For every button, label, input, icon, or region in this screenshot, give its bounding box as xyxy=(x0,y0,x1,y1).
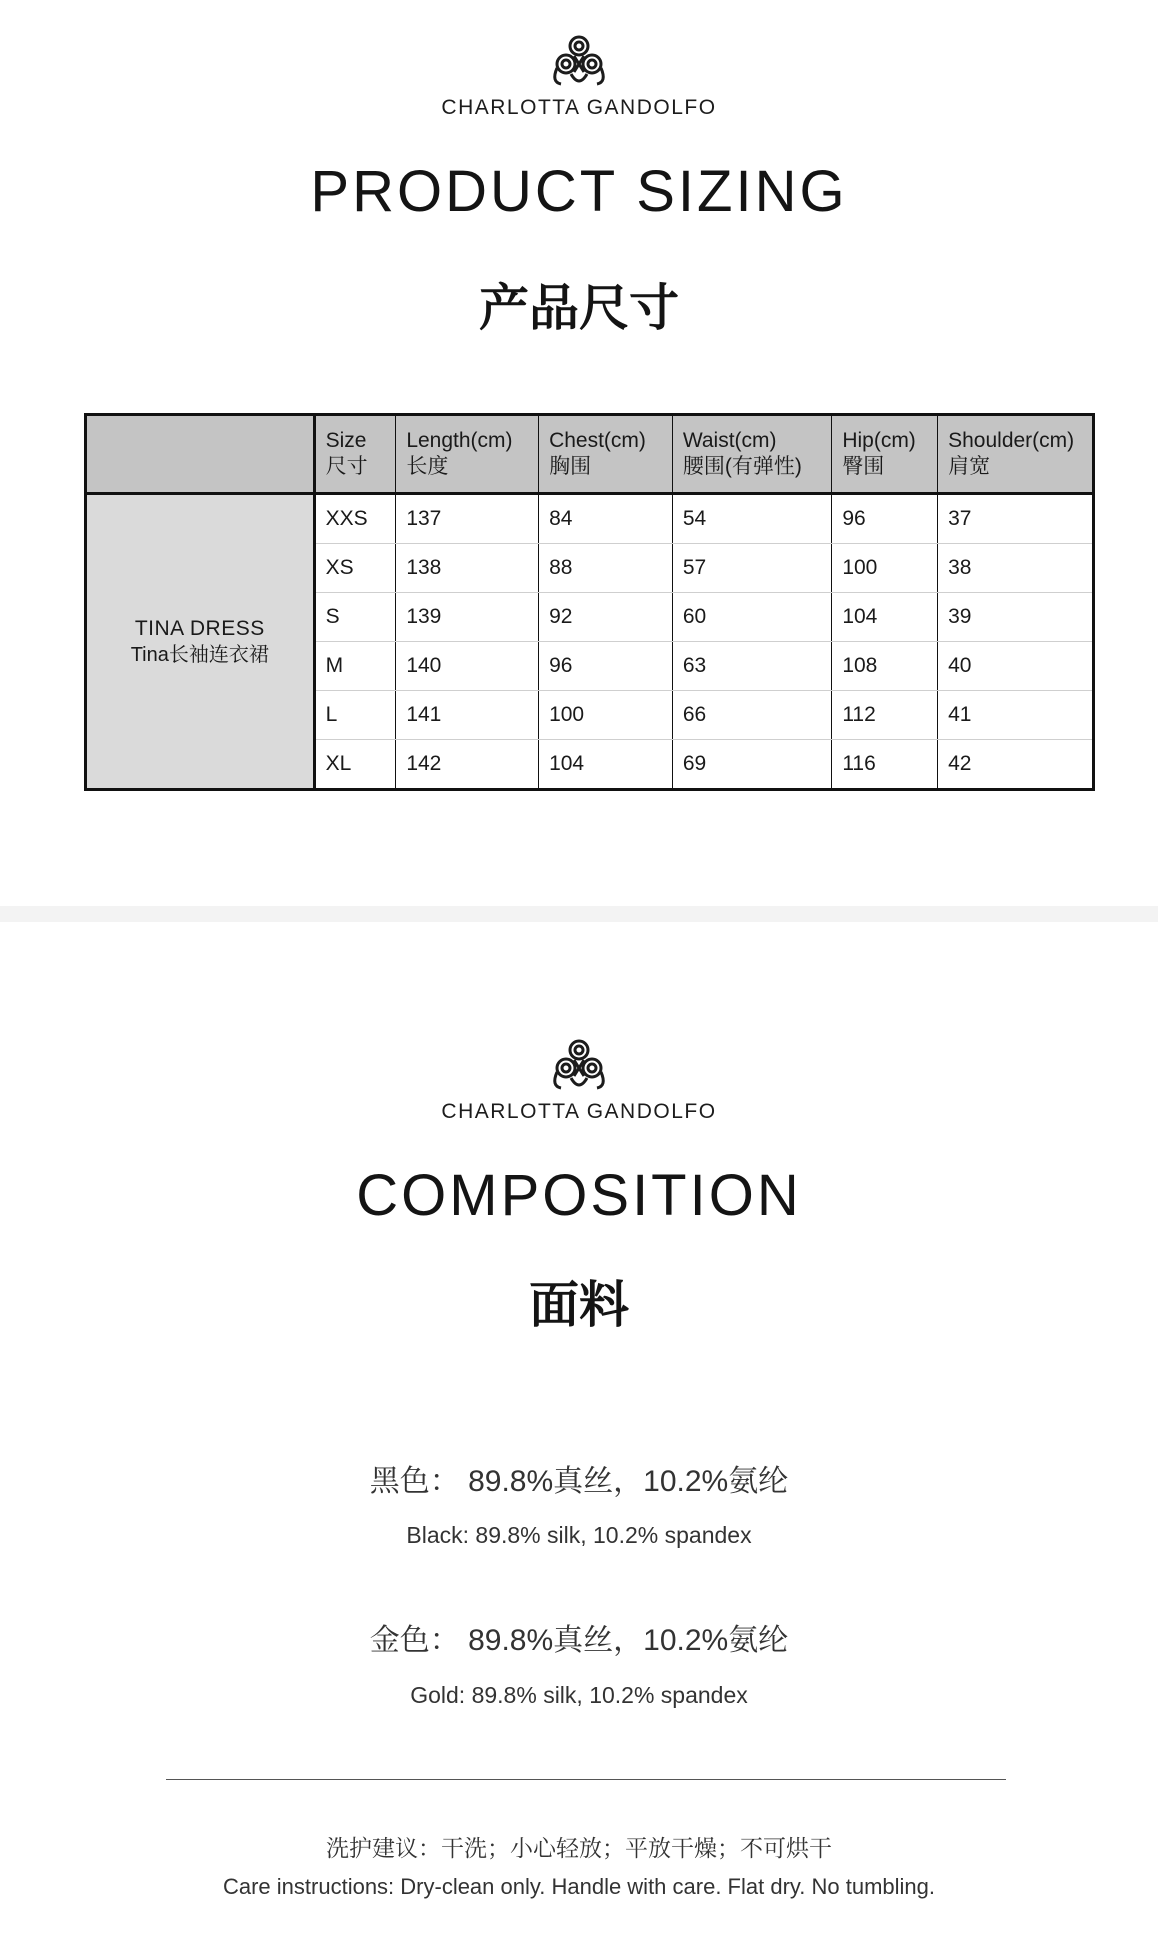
cell-shoulder: 40 xyxy=(938,642,1094,691)
header-size: Size 尺寸 xyxy=(314,415,396,494)
gold-composition-zh: 金色： 89.8%真丝，10.2%氨纶 xyxy=(369,1624,789,1657)
knot-logo-icon xyxy=(547,34,611,90)
cell-chest: 84 xyxy=(539,494,673,544)
care-instructions-en: Care instructions: Dry-clean only. Handle with care. Flat dry. No tumbling. xyxy=(222,1874,935,1899)
cell-hip: 100 xyxy=(832,544,938,593)
cell-length: 137 xyxy=(396,494,539,544)
sizing-title-zh: 产品尺寸 xyxy=(479,279,679,337)
cell-hip: 112 xyxy=(832,691,938,740)
cell-chest: 92 xyxy=(539,593,673,642)
cell-shoulder: 39 xyxy=(938,593,1094,642)
cell-waist: 60 xyxy=(672,593,831,642)
cell-hip: 108 xyxy=(832,642,938,691)
composition-title-en: COMPOSITION xyxy=(356,1163,802,1228)
brand-logo xyxy=(0,34,1158,120)
section-divider xyxy=(0,906,1158,922)
cell-waist: 63 xyxy=(672,642,831,691)
product-name-en: TINA DRESS xyxy=(134,616,265,640)
cell-chest: 100 xyxy=(539,691,673,740)
brand-name: CHARLOTTA GANDOLFO xyxy=(441,96,717,119)
header-hip: Hip(cm) 臀围 xyxy=(832,415,938,494)
header-chest: Chest(cm) 胸围 xyxy=(539,415,673,494)
table-header-row xyxy=(86,415,1094,494)
header-shoulder: Shoulder(cm) 肩宽 xyxy=(938,415,1094,494)
cell-length: 142 xyxy=(396,740,539,790)
cell-shoulder: 38 xyxy=(938,544,1094,593)
cell-length: 139 xyxy=(396,593,539,642)
header-waist: Waist(cm) 腰围(有弹性) xyxy=(672,415,831,494)
black-composition-zh: 黑色： 89.8%真丝，10.2%氨纶 xyxy=(369,1465,789,1498)
cell-chest: 96 xyxy=(539,642,673,691)
cell-size: XL xyxy=(314,740,396,790)
cell-length: 138 xyxy=(396,544,539,593)
cell-hip: 104 xyxy=(832,593,938,642)
cell-shoulder: 42 xyxy=(938,740,1094,790)
cell-chest: 88 xyxy=(539,544,673,593)
brand-logo-2 xyxy=(0,1038,1158,1124)
cell-waist: 66 xyxy=(672,691,831,740)
cell-length: 141 xyxy=(396,691,539,740)
brand-name: CHARLOTTA GANDOLFO xyxy=(441,1100,717,1123)
cell-chest: 104 xyxy=(539,740,673,790)
care-instructions-zh: 洗护建议：干洗；小心轻放；平放干燥；不可烘干 xyxy=(326,1835,832,1861)
cell-waist: 54 xyxy=(672,494,831,544)
cell-size: XS xyxy=(314,544,396,593)
cell-size: XXS xyxy=(314,494,396,544)
knot-logo-icon xyxy=(547,1038,611,1094)
cell-hip: 116 xyxy=(832,740,938,790)
cell-size: S xyxy=(314,593,396,642)
cell-size: M xyxy=(314,642,396,691)
product-name-cell xyxy=(86,494,315,790)
cell-shoulder: 41 xyxy=(938,691,1094,740)
product-name-zh: Tina长袖连衣裙 xyxy=(130,643,269,666)
composition-title-zh: 面料 xyxy=(529,1276,629,1334)
cell-shoulder: 37 xyxy=(938,494,1094,544)
cell-hip: 96 xyxy=(832,494,938,544)
cell-waist: 57 xyxy=(672,544,831,593)
header-length: Length(cm) 长度 xyxy=(396,415,539,494)
sizing-title-en: PRODUCT SIZING xyxy=(310,159,848,224)
gold-composition-en: Gold: 89.8% silk, 10.2% spandex xyxy=(410,1682,748,1708)
cell-length: 140 xyxy=(396,642,539,691)
care-divider xyxy=(166,1779,1006,1780)
black-composition-en: Black: 89.8% silk, 10.2% spandex xyxy=(406,1522,752,1548)
sizing-table xyxy=(84,413,1095,791)
cell-waist: 69 xyxy=(672,740,831,790)
header-blank-cell xyxy=(86,415,315,494)
cell-size: L xyxy=(314,691,396,740)
table-row xyxy=(86,494,1094,544)
